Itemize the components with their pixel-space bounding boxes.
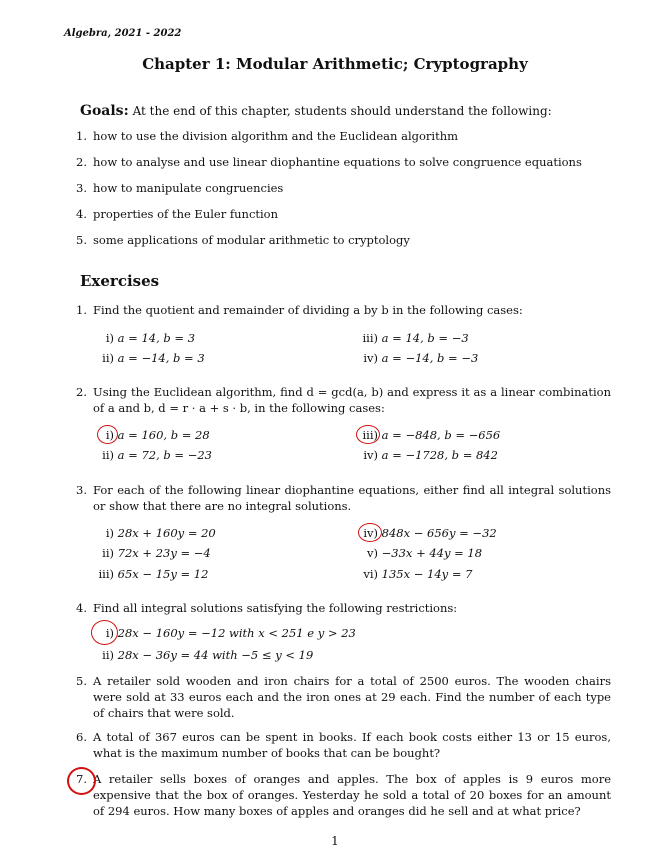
case-ex1-ii: ii) a = −14, b = 3 [102, 351, 205, 365]
page-number: 1 [331, 834, 339, 848]
exercise-2: 2. Using the Euclidean algorithm, find d = gcd(a, b) and express it as a linear combination of a and b, d = r · a + s · b, in the following cases: [76, 385, 611, 415]
annotation-circle [67, 767, 96, 795]
annotation-circle [91, 620, 118, 645]
goals-intro [80, 103, 552, 119]
exercise-1: 1. Find the quotient and remainder of dividing a by b in the following cases: [76, 303, 523, 317]
case-ex3-iii: iii) 65x − 15y = 12 [98, 567, 209, 581]
exercise-3: 3. For each of the following linear diophantine equations, either find all integral solutions or show that there are no integral solutions. [76, 483, 611, 513]
goal-item: 1. how to use the division algorithm and the Euclidean algorithm [76, 129, 459, 143]
exercises-heading: Exercises [80, 272, 160, 290]
exercise-6: 6. A total of 367 euros can be spent in books. If each book costs either 13 or 15 euros, what is the maximum number of books that can be bought? [76, 730, 611, 760]
case-ex2-i: i) a = 160, b = 28 [105, 428, 210, 442]
case-ex2-ii: ii) a = 72, b = −23 [102, 448, 212, 462]
case-ex3-vi: vi) 135x − 14y = 7 [363, 567, 473, 581]
annotation-circle [358, 523, 382, 542]
page-title: Chapter 1: Modular Arithmetic; Cryptography [142, 55, 528, 73]
exercise-5: 5. A retailer sold wooden and iron chairs for a total of 2500 euros. The wooden chairs were sold at 33 euros each and the iron ones at 29 each. Find the number of each type of chairs that were sold. [76, 674, 611, 720]
exercise-7: 7. A retailer sells boxes of oranges and apples. The box of apples is 9 euros more expensive that the box of oranges. Yesterday he sold a total of 20 boxes for an amount of 294 euros. How many boxes of apples and oranges did he sell and at what price? [76, 772, 611, 818]
annotation-circle [97, 425, 118, 444]
case-ex1-iii: iii) a = 14, b = −3 [362, 331, 469, 345]
case-ex1-i: i) a = 14, b = 3 [105, 331, 196, 345]
exercise-4: 4. Find all integral solutions satisfying the following restrictions: [76, 601, 458, 615]
annotation-circle [356, 425, 380, 444]
case-ex3-iv: iv) 848x − 656y = −32 [363, 526, 497, 540]
case-ex4-ii: ii) 28x − 36y = 44 with −5 ≤ y < 19 [102, 648, 314, 662]
case-ex2-iv: iv) a = −1728, b = 842 [363, 448, 498, 462]
case-ex1-iv: iv) a = −14, b = −3 [363, 351, 479, 365]
running-header: Algebra, 2021 - 2022 [64, 28, 182, 39]
goal-item: 5. some applications of modular arithmetic to cryptology [76, 233, 410, 247]
goal-item: 3. how to manipulate congruencies [76, 181, 284, 195]
case-ex3-ii: ii) 72x + 23y = −4 [102, 546, 211, 560]
goal-item: 4. properties of the Euler function [76, 207, 279, 221]
case-ex2-iii: iii) a = −848, b = −656 [362, 428, 501, 442]
case-ex4-i: i) 28x − 160y = −12 with x < 251 e y > 23 [105, 626, 356, 640]
goal-item: 2. how to analyse and use linear diophantine equations to solve congruence equations [76, 155, 582, 169]
goals-intro-text: At the end of this chapter, students should understand the following: [132, 104, 552, 118]
case-ex3-v: v) −33x + 44y = 18 [367, 546, 483, 560]
goals-label: Goals: [80, 103, 129, 119]
case-ex3-i: i) 28x + 160y = 20 [105, 526, 216, 540]
